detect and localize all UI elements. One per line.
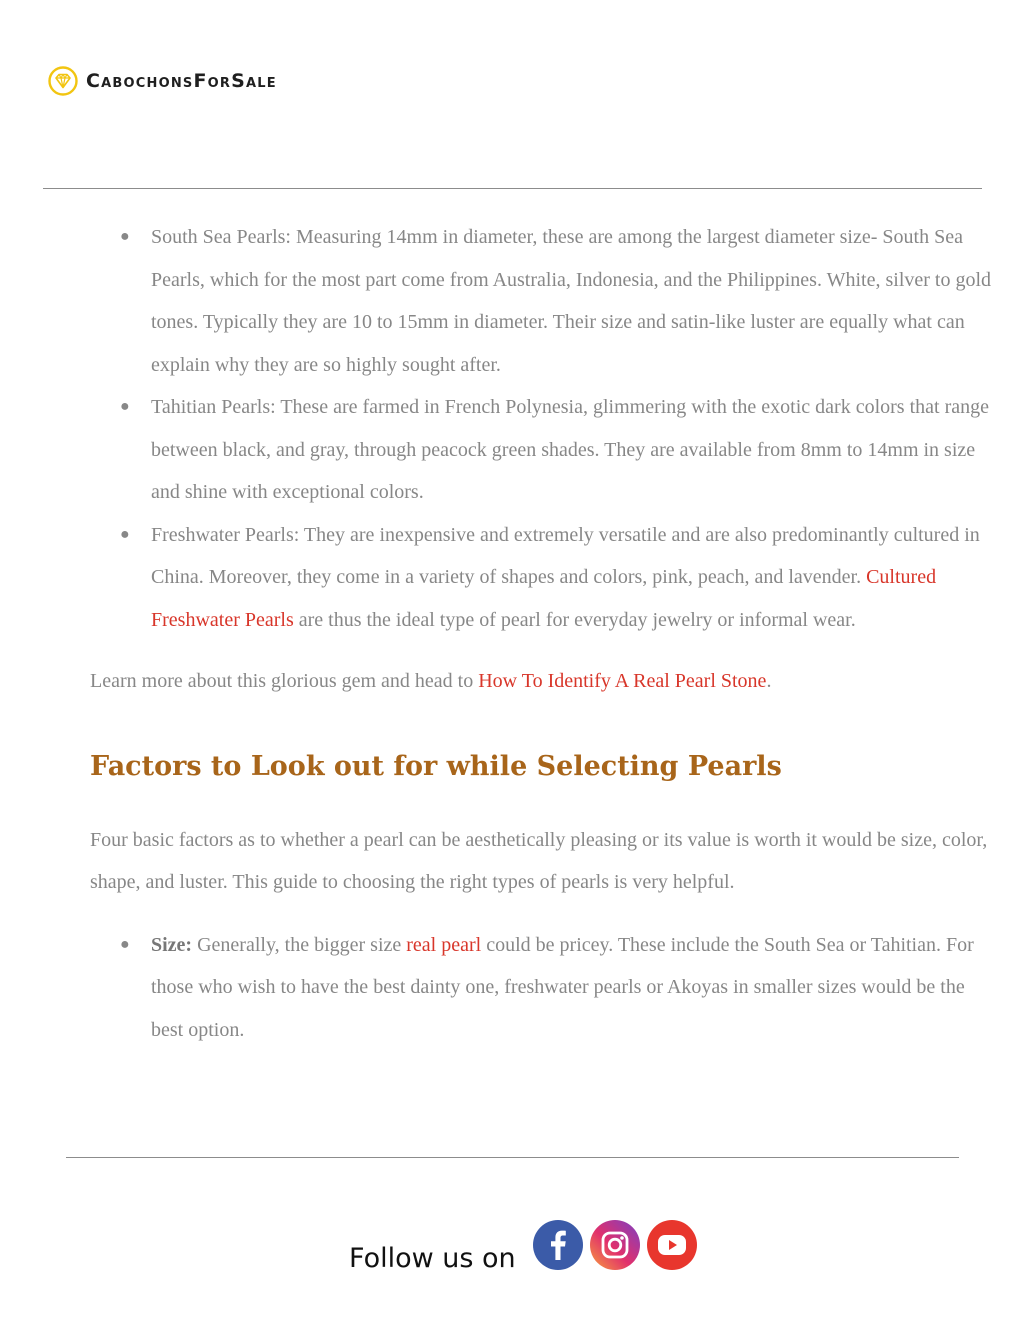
list-item-text: are thus the ideal type of pearl for everyday jewelry or informal wear.	[293, 608, 856, 631]
factor-term: Size:	[151, 933, 193, 956]
gem-logo-icon[interactable]	[48, 66, 78, 96]
bullet-icon: ●	[120, 935, 130, 953]
bullet-icon: ●	[120, 228, 130, 245]
cultured-freshwater-pearls-link[interactable]: Cultured Freshwater Pearls	[151, 566, 937, 631]
footer-divider	[66, 1157, 959, 1158]
youtube-icon[interactable]	[646, 1219, 698, 1271]
list-item	[90, 514, 1000, 642]
list-item-text: could be pricey. These include the South Sea or Tahitian. For those who wish to have the best dainty one, freshwater pearls or Akoyas in smaller sizes would be the best option.	[151, 933, 974, 1041]
brand-name[interactable]: CabochonsForSale	[86, 70, 277, 92]
learn-more-paragraph	[90, 660, 1000, 703]
identify-real-pearl-link[interactable]: How To Identify A Real Pearl Stone	[478, 670, 767, 692]
instagram-icon[interactable]	[589, 1219, 641, 1271]
factors-paragraph: Four basic factors as to whether a pearl can be aesthetically pleasing or its value is worth it would be size, color, shape, and luster. This guide to choosing the right types of pearls is very helpful.	[90, 828, 988, 893]
bullet-icon: ●	[120, 525, 130, 543]
header-divider	[43, 188, 982, 189]
list-item	[90, 216, 1000, 386]
list-item-text: Tahitian Pearls: These are farmed in French Polynesia, glimmering with the exotic dark colors that range between black, and gray, through peacock green shades. They are available from 8mm to 14mm in size and shine with exceptional colors.	[151, 396, 989, 503]
follow-us-label: Follow us on	[349, 1243, 516, 1274]
section-heading: Factors to Look out for while Selecting Pearls	[90, 750, 782, 782]
list-item-text: South Sea Pearls: Measuring 14mm in diameter, these are among the largest diameter size- South Sea Pearls, which for the most part come from Australia, Indonesia, and the Philippines. White, silver to gold tones. Typically they are 10 to 15mm in diameter. Their size and satin-like luster are equally what can explain why they are so highly sought after.	[151, 226, 992, 376]
list-item	[90, 386, 1000, 514]
bullet-icon: ●	[120, 398, 130, 415]
list-item-text: Freshwater Pearls: They are inexpensive and extremely versatile and are also predominantly cultured in China. Moreover, they come in a variety of shapes and colors, pink, peach, and lavender.	[151, 523, 980, 588]
factors-list	[90, 924, 1000, 1052]
article-body	[90, 216, 1000, 1051]
learn-more-period: .	[766, 670, 772, 692]
list-item-text: Generally, the bigger size	[192, 933, 407, 956]
real-pearl-link[interactable]: real pearl	[406, 933, 482, 956]
list-item	[90, 924, 1000, 1052]
site-header	[48, 66, 277, 96]
learn-more-text: Learn more about this glorious gem and head to	[90, 670, 479, 692]
pearl-types-list	[90, 216, 1000, 641]
facebook-icon[interactable]	[532, 1219, 584, 1271]
social-footer	[349, 1215, 703, 1274]
